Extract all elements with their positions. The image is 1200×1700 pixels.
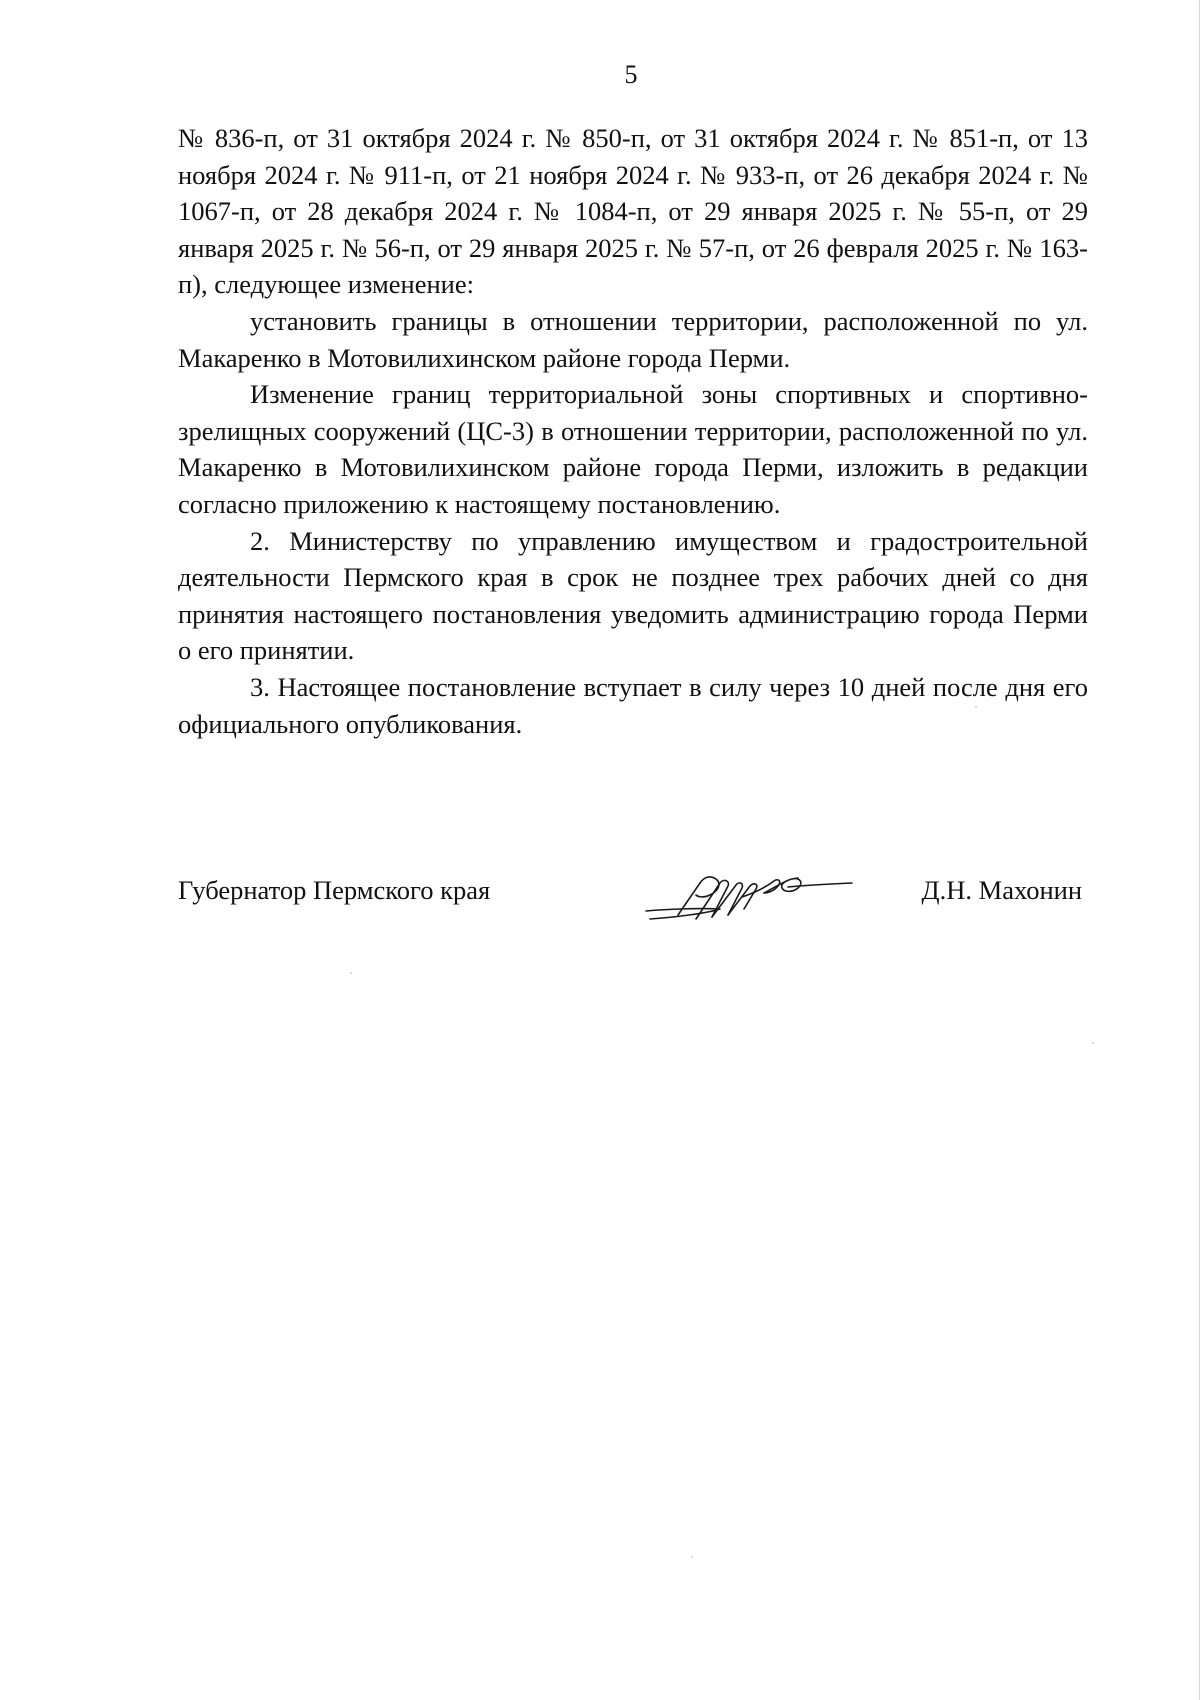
scan-speck bbox=[691, 1556, 693, 1558]
document-body bbox=[178, 120, 1088, 742]
signature-block bbox=[178, 875, 1088, 935]
paragraph-continuation: № 836-п, от 31 октября 2024 г. № 850-п, от 31 октября 2024 г. № 851-п, от 13 ноября 2024 г. № 911-п, от 21 ноября 2024 г. № 933-п, от 26 декабря 2024 г. № 1067-п, от 28 декабря 2024 г. № 1084-п, от 29 января 2025 г. № 55-п, от 29 января 2025 г. № 56-п, от 29 января 2025 г. № 57-п, от 26 февраля 2025 г. № 163-п), следующее изменение: bbox=[178, 123, 1088, 300]
scan-speck bbox=[1092, 1042, 1094, 1044]
paragraph-set-boundaries: установить границы в отношении территории, расположенной по ул. Макаренко в Мотовилихинском районе города Перми. bbox=[178, 305, 1088, 373]
paragraph-zone-change: Изменение границ территориальной зоны спортивных и спортивно-зрелищных сооружений (ЦС-3) в отношении территории, расположенной по ул. Макаренко в Мотовилихинском районе города Перми, изложить в редакции согласно приложению к настоящему постановлению. bbox=[178, 379, 1088, 519]
handwritten-signature bbox=[638, 853, 858, 933]
paragraph-item-3: 3. Настоящее постановление вступает в силу через 10 дней после дня его официального опубликования. bbox=[178, 671, 1088, 739]
signatory-name: Д.Н. Махонин bbox=[921, 875, 1082, 905]
paragraph-item-2: 2. Министерству по управлению имуществом и градостроительной деятельности Пермского края в срок не позднее трех рабочих дней со дня принятия настоящего постановления уведомить администрацию города Перми о его принятии. bbox=[178, 525, 1088, 666]
signatory-title: Губернатор Пермского края bbox=[178, 875, 491, 905]
page-number: 5 bbox=[624, 60, 638, 89]
scan-speck bbox=[975, 706, 977, 708]
scan-speck bbox=[350, 972, 352, 974]
